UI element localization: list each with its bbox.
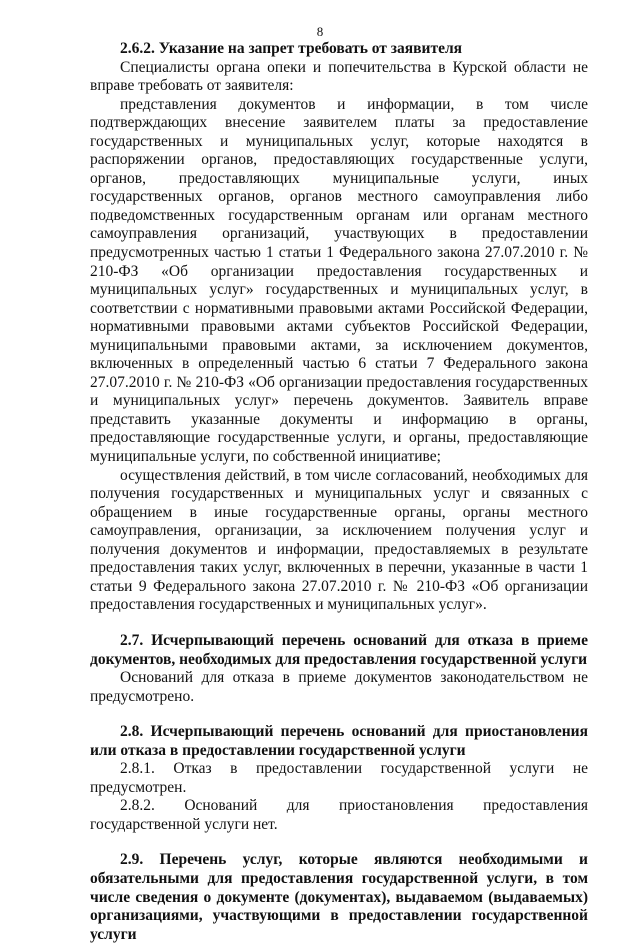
- section-2-6-2-heading: 2.6.2. Указание на запрет требовать от заявителя: [120, 40, 463, 57]
- paragraph: Специалисты органа опеки и попечительства в Курской области не вправе требовать от заявителя:: [90, 58, 588, 95]
- paragraph: представления документов и информации, в том числе подтверждающих внесение заявителем платы за предоставление государственных и муниципальных услуг, которые находятся в распоряжении органов, предоставляющих государственные услуги, органов, предоставляющих муниципальные услуги, иных государственных органов, органов местного самоуправления либо подведомственных государственным органам или органам местного самоуправления организаций, участвующих в предоставлении предусмотренных частью 1 статьи 1 Федерального закона 27.07.2010 г. № 210-ФЗ «Об организации предоставления государственных и муниципальных услуг» государственных и муниципальных услуг, в соответствии с нормативными правовыми актами Российской Федерации, нормативными правовыми актами субъектов Российской Федерации, муниципальными правовыми актами, за исключением документов, включенных в определенный частью 6 статьи 7 Федерального закона 27.07.2010 г. № 210-ФЗ «Об организации предоставления государственных и муниципальных услуг» перечень документов. Заявитель вправе представить указанные документы и информацию в органы, предоставляющие государственные услуги, и органы, предоставляющие муниципальные услуги, по собственной инициативе;: [90, 95, 588, 466]
- paragraph: Оснований для отказа в приеме документов законодательством не предусмотрено.: [90, 669, 588, 705]
- paragraph: 2.8.1. Отказ в предоставлении государственной услуги не предусмотрен.: [90, 760, 588, 796]
- paragraph: осуществления действий, в том числе согласований, необходимых для получения государственных и муниципальных услуг и связанных с обращением в иные государственные органы, органы местного самоуправления, организации, за исключением получения услуг и получения документов и информации, предоставляемых в результате предоставления таких услуг, включенных в перечни, указанные в части 1 статьи 9 Федерального закона 27.07.2010 г. № 210-ФЗ «Об организации предоставления государственных и муниципальных услуг».: [90, 466, 588, 614]
- paragraph: 2.8.2. Оснований для приостановления предоставления государственной услуги нет.: [90, 797, 588, 833]
- section-2-9-heading: 2.9. Перечень услуг, которые являются необходимыми и обязательными для предоставления государственной услуги, в том числе сведения о документе (документах), выдаваемом (выдаваемых) организациями, участвующими в предоставлении государственной услуги: [90, 851, 588, 943]
- page-number: 8: [316, 24, 324, 39]
- document-body: [90, 40, 588, 944]
- section-2-8-heading: 2.8. Исчерпывающий перечень оснований для приостановления или отказа в предоставлении государственной услуги: [90, 723, 588, 759]
- section-2-7-heading: 2.7. Исчерпывающий перечень оснований для отказа в приеме документов, необходимых для предоставления государственной услуги: [90, 631, 588, 668]
